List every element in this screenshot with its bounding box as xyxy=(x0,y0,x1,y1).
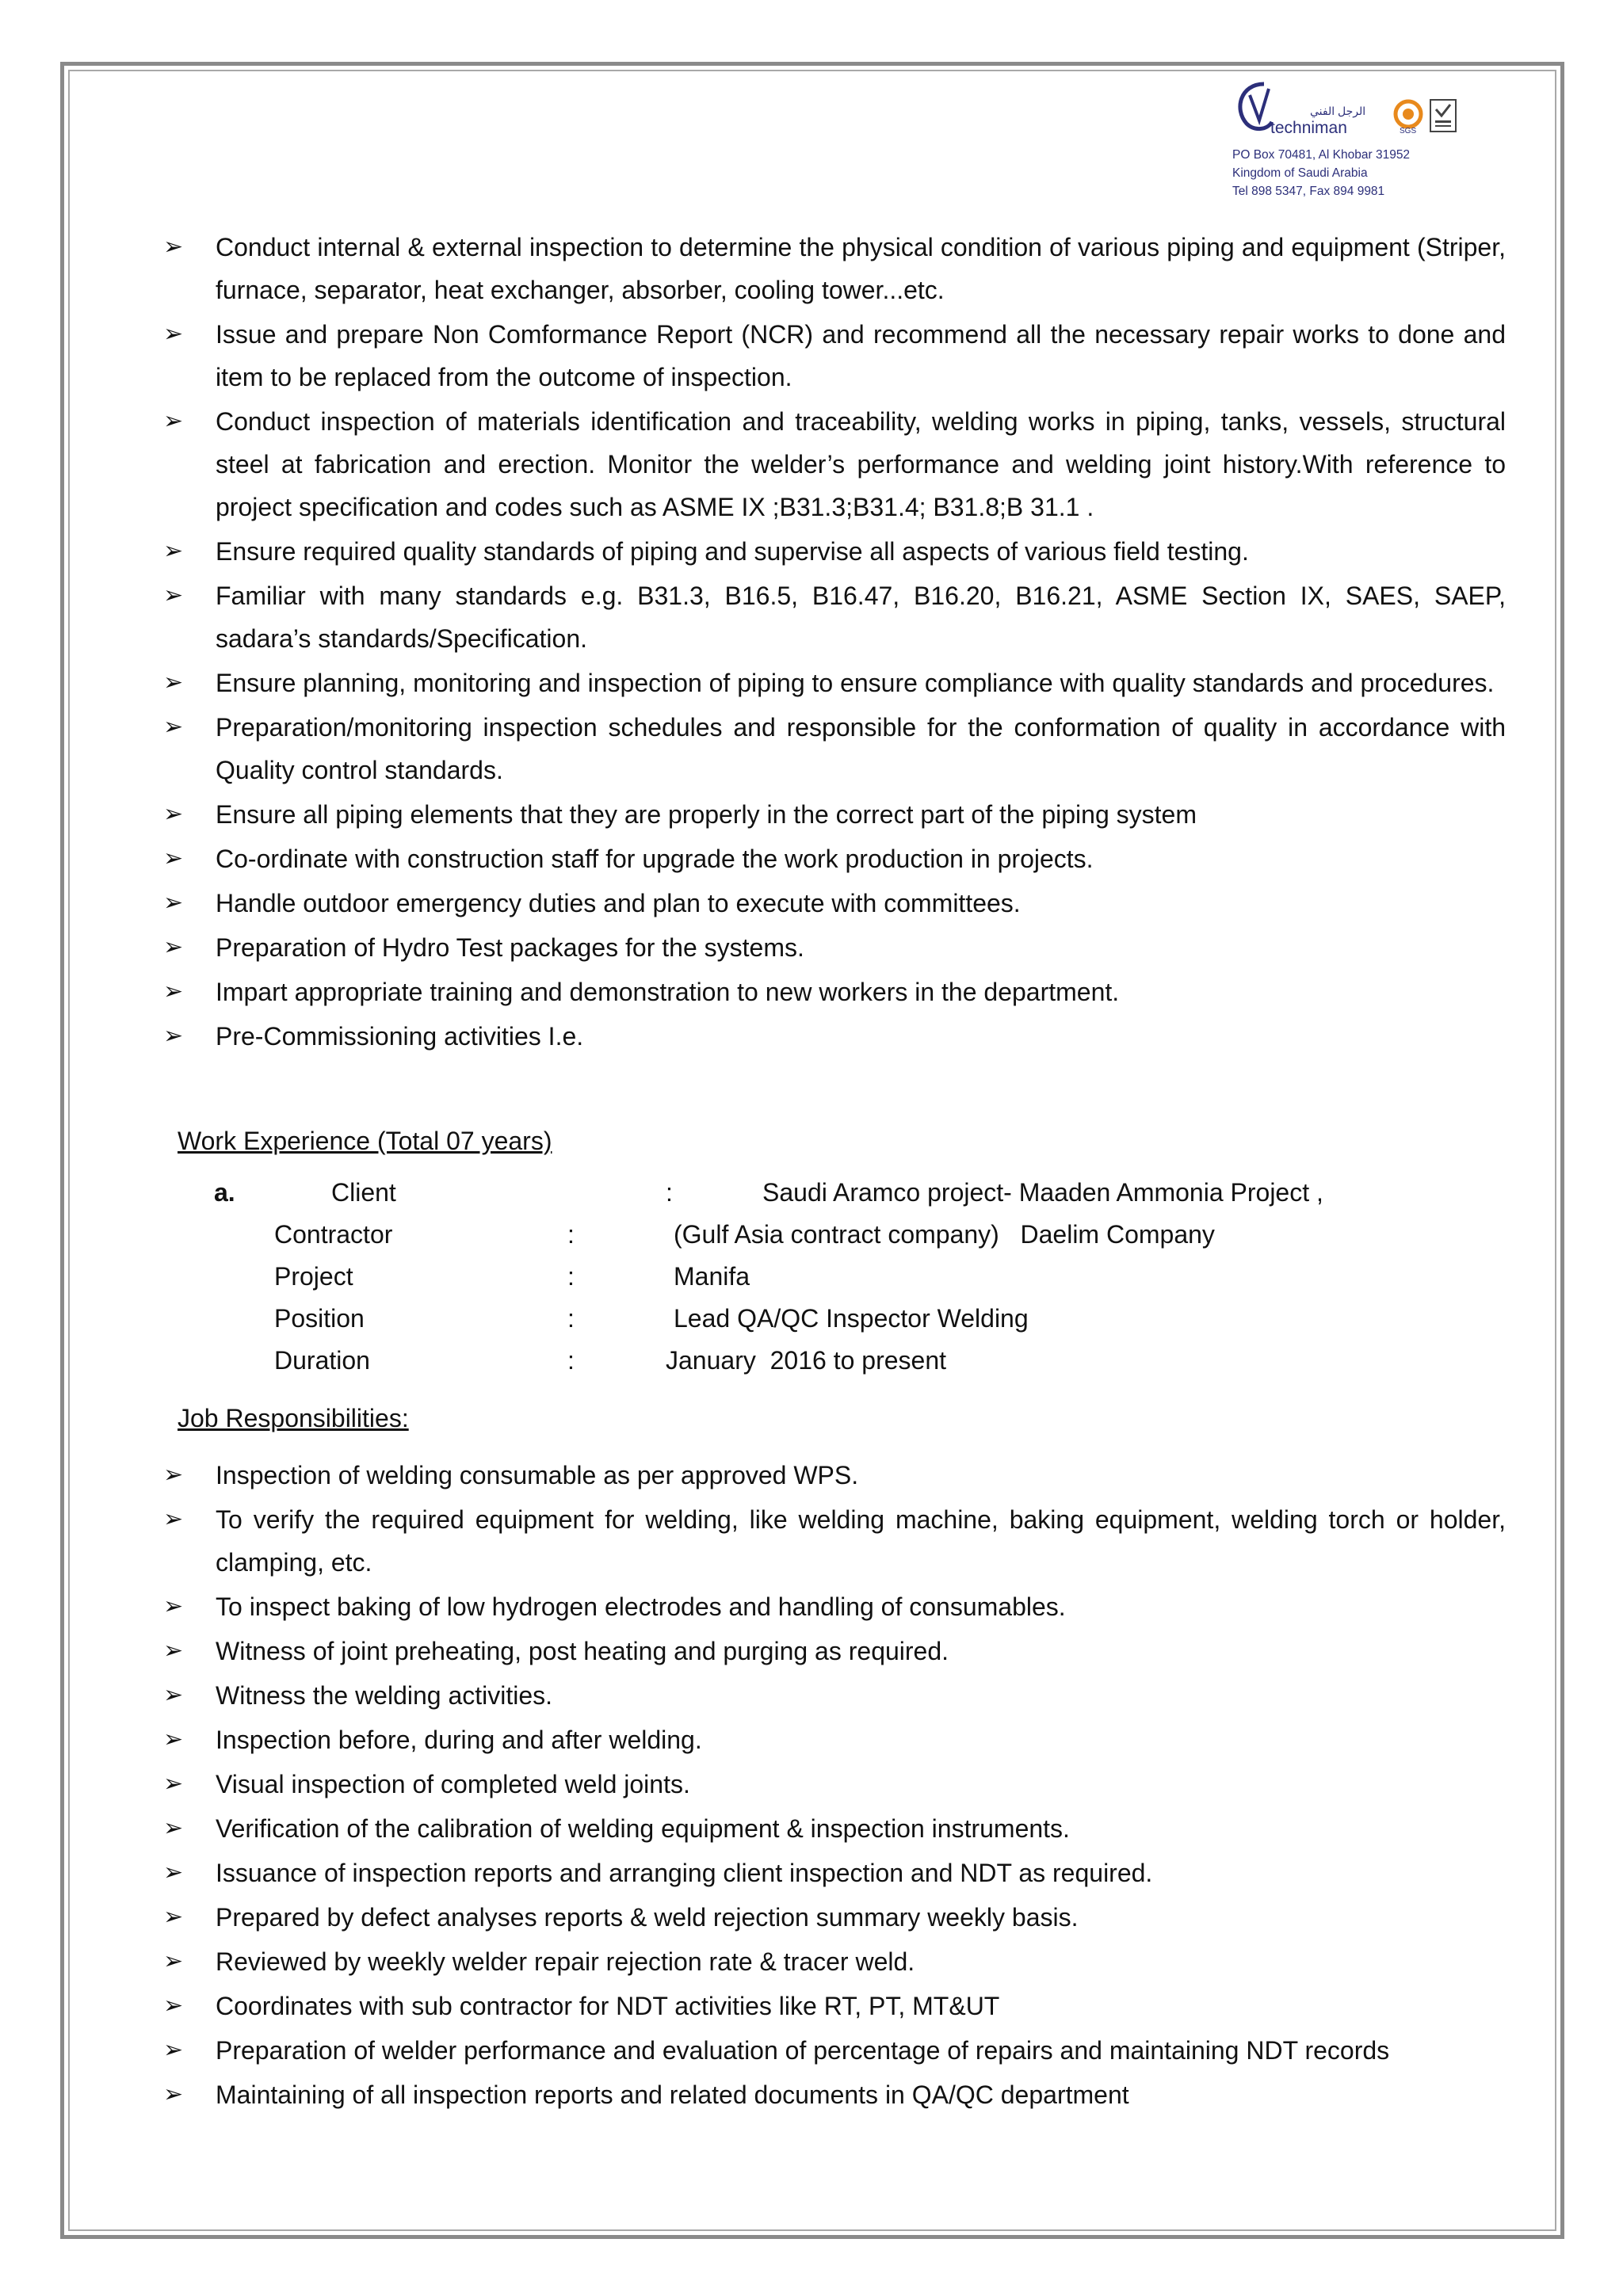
experience-value: Manifa xyxy=(674,1262,750,1291)
list-item xyxy=(163,1630,1506,1672)
list-item-text: Ensure all piping elements that they are properly in the correct part of the piping system xyxy=(216,800,1197,829)
list-item-text: Preparation of welder performance and evaluation of percentage of repairs and maintaining NDT records xyxy=(216,2036,1390,2065)
list-item-text: Visual inspection of completed weld joints. xyxy=(216,1770,690,1798)
arrow-bullet-icon: ➢ xyxy=(163,1859,184,1886)
list-item-text: Reviewed by weekly welder repair rejection rate & tracer weld. xyxy=(216,1947,915,1976)
arrow-bullet-icon: ➢ xyxy=(163,714,184,740)
list-item-text: Pre-Commissioning activities I.e. xyxy=(216,1022,584,1051)
list-item xyxy=(163,1807,1506,1850)
list-item xyxy=(163,1585,1506,1628)
list-item xyxy=(163,2029,1506,2072)
arrow-bullet-icon: ➢ xyxy=(163,538,184,564)
experience-separator: : xyxy=(666,1178,673,1207)
experience-label: Client xyxy=(331,1178,396,1207)
list-item-text: Ensure planning, monitoring and inspection of piping to ensure compliance with quality standards and procedures. xyxy=(216,669,1495,697)
list-item xyxy=(163,971,1506,1013)
work-experience-heading: Work Experience (Total 07 years) xyxy=(178,1127,552,1155)
experience-label: Contractor xyxy=(274,1220,393,1249)
job-responsibilities-heading: Job Responsibilities: xyxy=(178,1404,409,1432)
list-item xyxy=(163,1985,1506,2027)
list-item-text: Impart appropriate training and demonstration to new workers in the department. xyxy=(216,978,1120,1006)
arrow-bullet-icon: ➢ xyxy=(163,1993,184,2019)
list-item xyxy=(163,793,1506,836)
list-item-text: Witness of joint preheating, post heating and purging as required. xyxy=(216,1637,949,1665)
list-item-text: Co-ordinate with construction staff for upgrade the work production in projects. xyxy=(216,845,1094,873)
arrow-bullet-icon: ➢ xyxy=(163,669,184,696)
arrow-bullet-icon: ➢ xyxy=(163,1506,184,1532)
arrow-bullet-icon: ➢ xyxy=(163,2081,184,2107)
list-item xyxy=(163,1896,1506,1939)
list-item xyxy=(163,574,1506,660)
arrow-bullet-icon: ➢ xyxy=(163,1638,184,1664)
list-item-text: To verify the required equipment for welding, like welding machine, baking equipment, welding torch or holder, clamping, etc. xyxy=(216,1505,1506,1577)
experience-value: (Gulf Asia contract company) Daelim Company xyxy=(674,1220,1215,1249)
experience-label: Project xyxy=(274,1262,353,1291)
list-item xyxy=(163,1498,1506,1584)
list-item xyxy=(163,662,1506,704)
list-item-text: Verification of the calibration of welding equipment & inspection instruments. xyxy=(216,1814,1070,1843)
arrow-bullet-icon: ➢ xyxy=(163,801,184,827)
company-address xyxy=(1232,146,1410,200)
list-item xyxy=(163,1852,1506,1894)
experience-value: January 2016 to present xyxy=(666,1346,947,1375)
list-item xyxy=(163,837,1506,880)
experience-separator: : xyxy=(567,1346,575,1375)
list-item-text: Conduct inspection of materials identification and traceability, welding works in piping, tanks, vessels, structural steel at fabrication and erection. Monitor the welder’s performance and welding joint history.With reference to project specification and codes such as ASME IX ;B31.3;B31.4; B31.8;B 31.1 . xyxy=(216,407,1506,521)
list-item-text: Handle outdoor emergency duties and plan to execute with committees. xyxy=(216,889,1021,917)
company-logo xyxy=(1232,78,1470,204)
arrow-bullet-icon: ➢ xyxy=(163,408,184,434)
experience-value: Saudi Aramco project- Maaden Ammonia Project , xyxy=(762,1178,1323,1207)
list-item-text: Maintaining of all inspection reports and related documents in QA/QC department xyxy=(216,2081,1129,2109)
badge-label: SGS xyxy=(1400,127,1417,135)
list-item xyxy=(163,1015,1506,1058)
arrow-bullet-icon: ➢ xyxy=(163,1815,184,1841)
arrow-bullet-icon: ➢ xyxy=(163,978,184,1005)
logo-arabic-text: الرجل الفني xyxy=(1310,105,1366,117)
list-item xyxy=(163,1718,1506,1761)
list-item-text: Coordinates with sub contractor for NDT activities like RT, PT, MT&UT xyxy=(216,1992,1000,2020)
list-item xyxy=(163,400,1506,528)
list-item xyxy=(163,1763,1506,1806)
experience-value: Lead QA/QC Inspector Welding xyxy=(674,1304,1029,1333)
arrow-bullet-icon: ➢ xyxy=(163,582,184,608)
list-item xyxy=(163,1454,1506,1497)
arrow-bullet-icon: ➢ xyxy=(163,1948,184,1974)
list-item xyxy=(163,2073,1506,2116)
list-item-text: Conduct internal & external inspection to determine the physical condition of various piping and equipment (Striper, furnace, separator, heat exchanger, absorber, cooling tower...etc. xyxy=(216,233,1506,304)
responsibilities-list xyxy=(163,1454,1506,2118)
experience-separator: : xyxy=(567,1262,575,1291)
experience-separator: : xyxy=(567,1220,575,1249)
list-item xyxy=(163,530,1506,573)
list-item xyxy=(163,226,1506,311)
list-item-text: Preparation of Hydro Test packages for the systems. xyxy=(216,933,804,962)
list-item-text: Ensure required quality standards of piping and supervise all aspects of various field testing. xyxy=(216,537,1249,566)
arrow-bullet-icon: ➢ xyxy=(163,890,184,916)
list-item-text: To inspect baking of low hydrogen electrodes and handling of consumables. xyxy=(216,1592,1066,1621)
arrow-bullet-icon: ➢ xyxy=(163,934,184,960)
duties-list xyxy=(163,226,1506,1059)
arrow-bullet-icon: ➢ xyxy=(163,1593,184,1619)
list-item-text: Prepared by defect analyses reports & weld rejection summary weekly basis. xyxy=(216,1903,1079,1932)
arrow-bullet-icon: ➢ xyxy=(163,321,184,347)
list-item xyxy=(163,313,1506,399)
arrow-bullet-icon: ➢ xyxy=(163,1726,184,1753)
arrow-bullet-icon: ➢ xyxy=(163,1462,184,1488)
list-item-text: Issuance of inspection reports and arranging client inspection and NDT as required. xyxy=(216,1859,1153,1887)
list-item xyxy=(163,1940,1506,1983)
arrow-bullet-icon: ➢ xyxy=(163,1682,184,1708)
arrow-bullet-icon: ➢ xyxy=(163,234,184,260)
arrow-bullet-icon: ➢ xyxy=(163,2037,184,2063)
experience-label: Position xyxy=(274,1304,365,1333)
experience-separator: : xyxy=(567,1304,575,1333)
logo-brand-name: techniman xyxy=(1270,119,1347,137)
arrow-bullet-icon: ➢ xyxy=(163,1904,184,1930)
arrow-bullet-icon: ➢ xyxy=(163,1023,184,1049)
arrow-bullet-icon: ➢ xyxy=(163,845,184,871)
list-item-text: Inspection of welding consumable as per approved WPS. xyxy=(216,1461,859,1489)
address-line: PO Box 70481, Al Khobar 31952 xyxy=(1232,148,1411,162)
list-item-text: Preparation/monitoring inspection schedules and responsible for the conformation of quality in accordance with Quality control standards. xyxy=(216,713,1506,784)
list-item xyxy=(163,926,1506,969)
list-item xyxy=(163,706,1506,791)
experience-marker: a. xyxy=(214,1178,235,1207)
address-line: Tel 898 5347, Fax 894 9981 xyxy=(1232,185,1385,198)
list-item-text: Familiar with many standards e.g. B31.3, B16.5, B16.47, B16.20, B16.21, ASME Section IX, SAES, SAEP, sadara’s standards/Specification. xyxy=(216,582,1506,653)
list-item-text: Witness the welding activities. xyxy=(216,1681,553,1710)
list-item xyxy=(163,1674,1506,1717)
arrow-bullet-icon: ➢ xyxy=(163,1771,184,1797)
list-item xyxy=(163,882,1506,925)
list-item-text: Inspection before, during and after welding. xyxy=(216,1726,702,1754)
list-item-text: Issue and prepare Non Comformance Report (NCR) and recommend all the necessary repair works to done and item to be replaced from the outcome of inspection. xyxy=(216,320,1506,391)
experience-label: Duration xyxy=(274,1346,370,1375)
address-line: Kingdom of Saudi Arabia xyxy=(1232,166,1368,180)
